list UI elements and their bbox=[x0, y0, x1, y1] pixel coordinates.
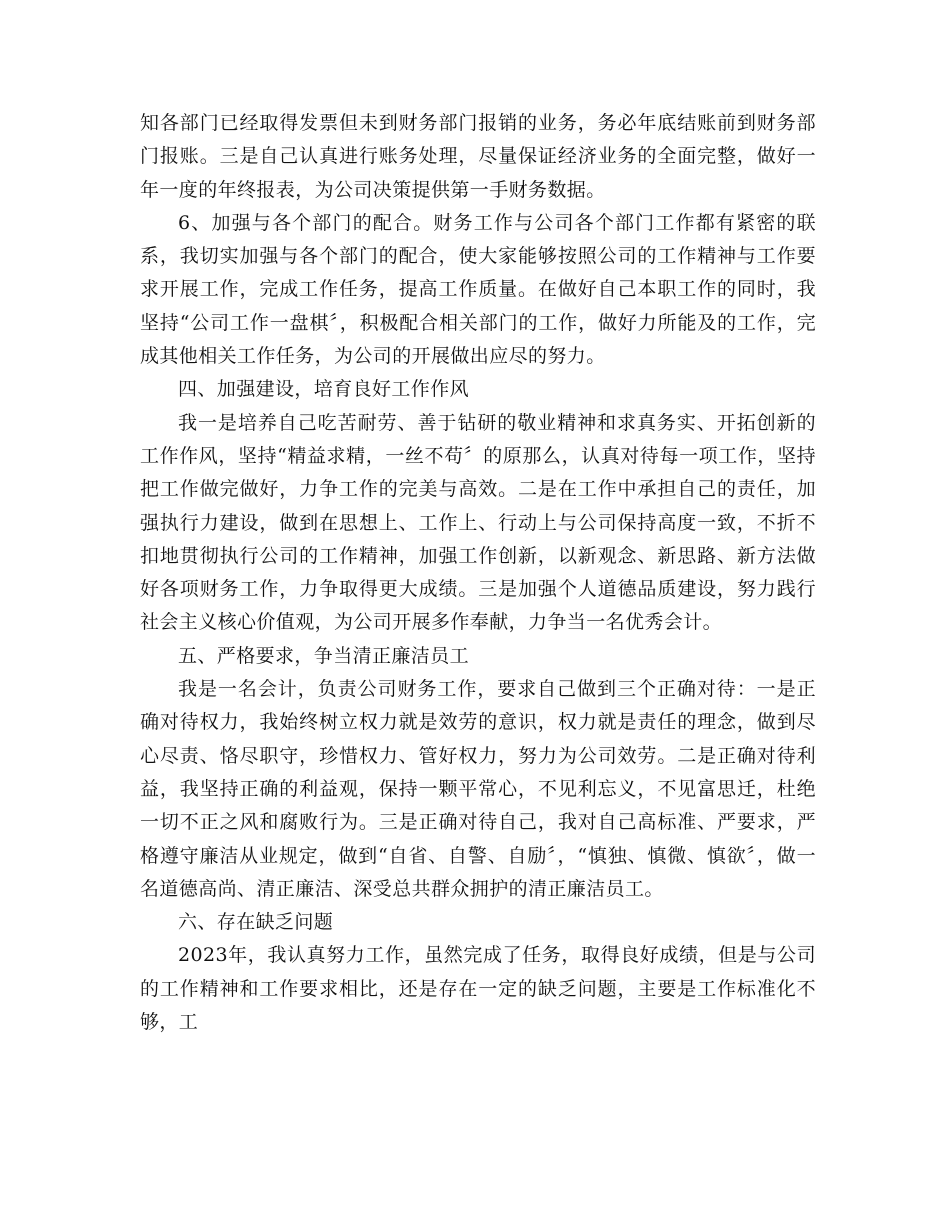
document-body bbox=[140, 107, 816, 1039]
paragraph-problems: 2023年，我认真努力工作，虽然完成了任务，取得良好成绩，但是与公司的工作精神和工作要求相比，还是存在一定的缺乏问题，主要是工作标准化不够，工 bbox=[140, 944, 816, 1034]
paragraph-continuation: 知各部门已经取得发票但未到财务部门报销的业务，务必年底结账前到财务部门报账。三是自己认真进行账务处理，尽量保证经济业务的全面完整，做好一年一度的年终报表，为公司决策提供第一手财务数据。 bbox=[140, 112, 816, 201]
section-heading-4: 四、加强建设，培育良好工作作风 bbox=[178, 378, 470, 401]
section-heading-6: 六、存在缺乏问题 bbox=[178, 911, 334, 934]
paragraph-cooperation: 6、加强与各个部门的配合。财务工作与公司各个部门工作都有紧密的联系，我切实加强与各个部门的配合，使大家能够按照公司的工作精神与工作要求开展工作，完成工作任务，提高工作质量。在做好自己本职工作的同时，我坚持“公司工作一盘棋〞，积极配合相关部门的工作，做好力所能及的工作，完成其他相关工作任务，为公司的开展做出应尽的努力。 bbox=[140, 211, 816, 368]
paragraph-integrity: 我是一名会计，负责公司财务工作，要求自己做到三个正确对待：一是正确对待权力，我始终树立权力就是效劳的意识，权力就是责任的理念，做到尽心尽责、恪尽职守，珍惜权力、管好权力，努力为公司效劳。二是正确对待利益，我坚持正确的利益观，保持一颗平常心，不见利忘义，不见富思迁，杜绝一切不正之风和腐败行为。三是正确对待自己，我对自己高标准、严要求，严格遵守廉洁从业规定，做到“自省、自警、自励〞，“慎独、慎微、慎欲〞，做一名道德高尚、清正廉洁、深受总共群众拥护的清正廉洁员工。 bbox=[140, 678, 816, 900]
section-heading-5: 五、严格要求，争当清正廉洁员工 bbox=[178, 644, 470, 667]
paragraph-work-style: 我一是培养自己吃苦耐劳、善于钻研的敬业精神和求真务实、开拓创新的工作作风，坚持“精益求精，一丝不苟〞的原那么，认真对待每一项工作，坚持把工作做完做好，力争工作的完美与高效。二是在工作中承担自己的责任，加强执行力建设，做到在思想上、工作上、行动上与公司保持高度一致，不折不扣地贯彻执行公司的工作精神，加强工作创新，以新观念、新思路、新方法做好各项财务工作，力争取得更大成绩。三是加强个人道德品质建设，努力践行社会主义核心价值观，为公司开展多作奉献，力争当一名优秀会计。 bbox=[140, 411, 816, 634]
